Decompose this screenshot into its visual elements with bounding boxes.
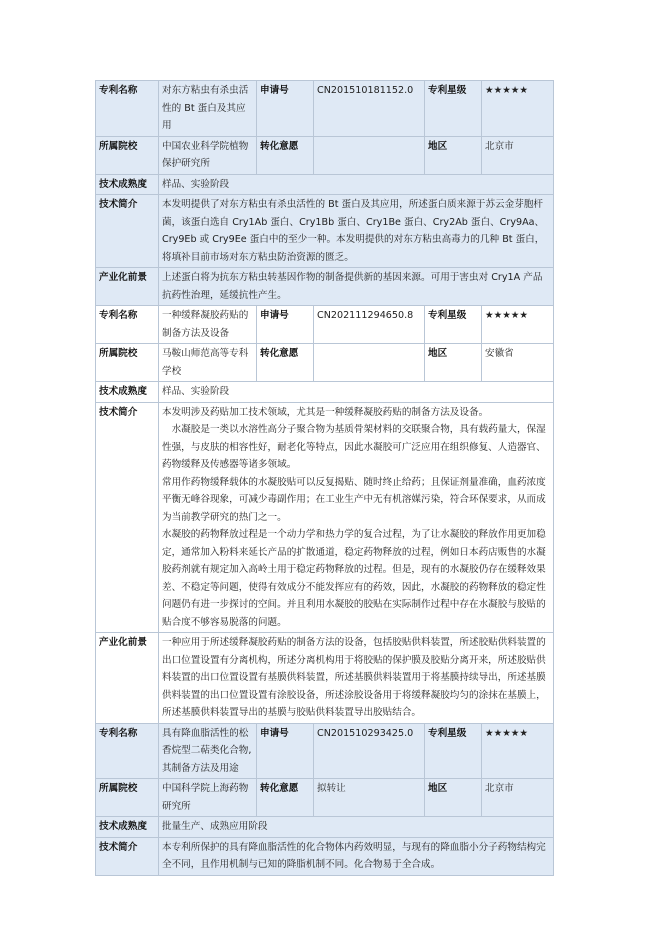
label-tech-intro: 技术简介 [96,837,159,875]
patent-1-maturity: 样品、实验阶段 [159,174,554,195]
patent-1-intro [159,195,554,268]
label-industry-prospect: 产业化前景 [96,268,159,306]
patent-3-transfer-intent: 拟转让 [314,779,425,817]
label-institution: 所属院校 [96,136,159,174]
patent-2-star-rating: ★★★★★ [482,306,554,344]
patent-1-row-intro [96,195,554,268]
label-star-rating: 专利星级 [425,306,482,344]
patent-2-row-institution [96,344,554,382]
patent-2-row-name [96,306,554,344]
patent-1-name: 对东方粘虫有杀虫活性的 Bt 蛋白及其应用 [159,81,257,137]
patent-2-intro-para-3: 常用作药物缓释载体的水凝胶贴可以反复揭贴、随时终止给药；且保证剂量准确，血药浓度平衡无峰谷现象，可减少毒副作用；在工业生产中无有机溶媒污染，符合环保要求，从而成为当前教学研究的热门之一。 [162,476,546,523]
patent-3-row-maturity [96,817,554,838]
label-transfer-intent: 转化意愿 [257,136,314,174]
label-application-no: 申请号 [257,81,314,137]
patent-1-prospect: 上述蛋白将为抗东方粘虫转基因作物的制备提供新的基因来源。可用于害虫对 Cry1A 产品抗药性治理，延缓抗性产生。 [159,268,554,306]
label-application-no: 申请号 [257,306,314,344]
label-tech-intro: 技术简介 [96,195,159,268]
patent-3-row-name [96,723,554,779]
label-region: 地区 [425,344,482,382]
patent-3-region: 北京市 [482,779,554,817]
label-institution: 所属院校 [96,779,159,817]
label-patent-name: 专利名称 [96,723,159,779]
patent-2-application-no: CN202111294650.8 [314,306,425,344]
label-tech-intro: 技术简介 [96,402,159,633]
patent-1-row-prospect [96,268,554,306]
patent-1-row-name [96,81,554,137]
patent-1-transfer-intent [314,136,425,174]
patent-3-star-rating: ★★★★★ [482,723,554,779]
patent-2-intro-para-1: 本发明涉及药贴加工技术领域，尤其是一种缓释凝胶药贴的制备方法及设备。 [162,406,489,418]
patent-2-prospect: 一种应用于所述缓释凝胶药贴的制备方法的设备，包括胶贴供料装置，所述胶贴供料装置的出口位置设置有分离机构，所述分离机构用于将胶贴的保护膜及胶贴分离开来，所述胶贴供料装置的出口位置设置有基膜供料装置，所述基膜供料装置用于将基膜持续导出，所述基膜供料装置的出口位置设置有涂胶设备，所述涂胶设备用于将缓释凝胶均匀的涂抹在基膜上，所述基膜供料装置导出的基膜与胶贴供料装置导出胶贴结合。 [159,633,554,724]
patent-3-intro [159,837,554,875]
patent-1-row-institution [96,136,554,174]
label-region: 地区 [425,779,482,817]
patent-3-name: 具有降血脂活性的松香烷型二萜类化合物, 其制备方法及用途 [159,723,257,779]
label-maturity: 技术成熟度 [96,174,159,195]
label-region: 地区 [425,136,482,174]
patent-3-maturity: 批量生产、成熟应用阶段 [159,817,554,838]
patent-2-transfer-intent [314,344,425,382]
label-industry-prospect: 产业化前景 [96,633,159,724]
patent-1-intro-para: 本发明提供了对东方粘虫有杀虫活性的 Bt 蛋白及其应用，所述蛋白质来源于苏云金芽胞杆菌，该蛋白选自 Cry1Ab 蛋白、Cry1Bb 蛋白、Cry1Be 蛋白、Cry2Ab 蛋白、Cry9Aa、Cry9Eb 或 Cry9Ee 蛋白中的至少一种。本发明提供的对东方粘虫高毒力的几种 Bt 蛋白，将填补目前市场对东方粘虫防治资源的匮乏。 [162,199,545,263]
patent-1-row-maturity [96,174,554,195]
patent-2-intro-para-4: 水凝胶的药物释放过程是一个动力学和热力学的复合过程，为了让水凝胶的释放作用更加稳定，通常加入粉料来延长产品的扩散通道，稳定药物释放的过程，例如日本药店贩售的水凝胶药剂就有规定加入高岭土用于稳定药物释放的过程。但是，现有的水凝胶仍存在缓释效果差、不稳定等问题，使得有效成分不能发挥应有的药效，因此，水凝胶的药物释放的稳定性问题仍有进一步探讨的空间。并且利用水凝胶的胶贴在实际制作过程中存在水凝胶与胶贴的贴合度不够容易脱落的问题。 [162,529,546,628]
patent-1-region: 北京市 [482,136,554,174]
patent-2-name: 一种缓释凝胶药贴的制备方法及设备 [159,306,257,344]
patent-2-intro [159,402,554,633]
label-application-no: 申请号 [257,723,314,779]
patent-2-intro-para-2: 水凝胶是一类以水溶性高分子聚合物为基质骨架材料的交联聚合物，具有载药量大，保湿性强，与皮肤的相容性好，耐老化等特点，因此水凝胶可广泛应用在组织修复、人造器官、药物缓释及传感器等诸多领域。 [162,424,546,470]
patent-3-application-no: CN201510293425.0 [314,723,425,779]
patent-1-star-rating: ★★★★★ [482,81,554,137]
patent-2-region: 安徽省 [482,344,554,382]
patent-3-institution: 中国科学院上海药物研究所 [159,779,257,817]
label-maturity: 技术成熟度 [96,382,159,403]
label-star-rating: 专利星级 [425,81,482,137]
label-star-rating: 专利星级 [425,723,482,779]
patent-2-institution: 马鞍山师范高等专科学校 [159,344,257,382]
label-patent-name: 专利名称 [96,81,159,137]
patent-table [95,80,554,876]
patent-1-institution: 中国农业科学院植物保护研究所 [159,136,257,174]
patent-1-application-no: CN201510181152.0 [314,81,425,137]
patent-2-row-intro [96,402,554,633]
patent-3-intro-para: 本专利所保护的具有降血脂活性的化合物体内药效明显，与现有的降血脂小分子药物结构完全不同，且作用机制与已知的降脂机制不同。化合物易于全合成。 [162,841,546,870]
label-transfer-intent: 转化意愿 [257,344,314,382]
patent-2-row-maturity [96,382,554,403]
label-institution: 所属院校 [96,344,159,382]
label-transfer-intent: 转化意愿 [257,779,314,817]
patent-2-row-prospect [96,633,554,724]
label-maturity: 技术成熟度 [96,817,159,838]
patent-3-row-intro [96,837,554,875]
patent-3-row-institution [96,779,554,817]
label-patent-name: 专利名称 [96,306,159,344]
patent-2-maturity: 样品、实验阶段 [159,382,554,403]
patent-listing [95,80,553,876]
